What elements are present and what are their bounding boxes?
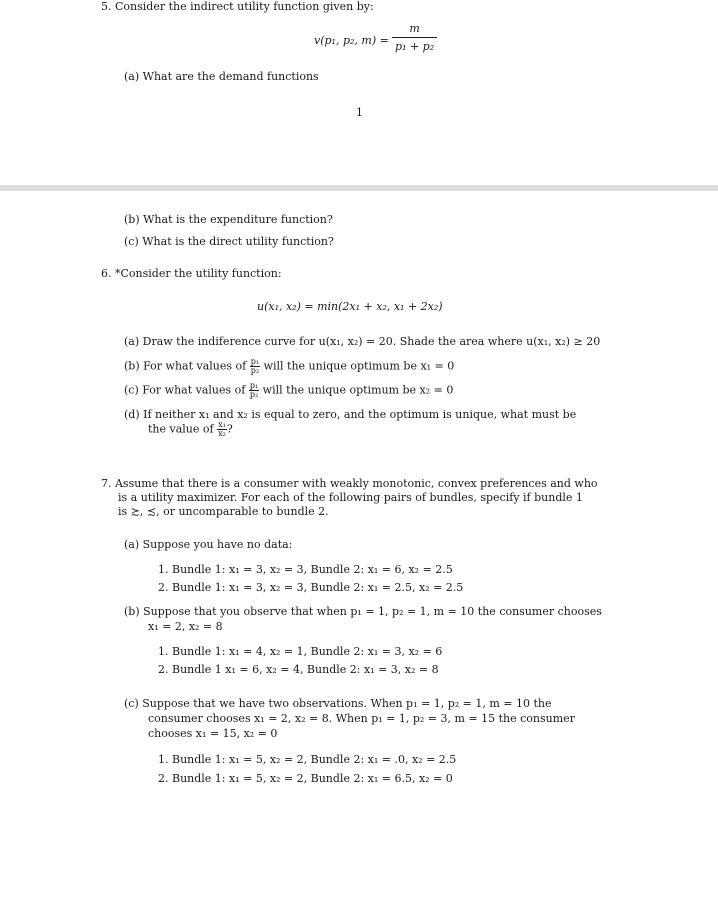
q6-equation: u(x₁, x₂) = min(2x₁ + x₂, x₁ + 2x₂) xyxy=(257,300,443,313)
price-ratio-fraction xyxy=(249,382,259,399)
q7c-line3: chooses x₁ = 15, x₂ = 0 xyxy=(148,727,278,740)
q6b-prefix: (b) For what values of xyxy=(124,359,247,373)
q6c-prefix: (c) For what values of xyxy=(124,383,246,397)
q7c-line1: (c) Suppose that we have two observations. When p₁ = 1, p₂ = 1, m = 10 the xyxy=(124,697,552,710)
q6c-suffix: will the unique optimum be x₂ = 0 xyxy=(262,383,454,397)
q5-intro: 5. Consider the indirect utility function given by: xyxy=(101,0,374,13)
q6a: (a) Draw the indiference curve for u(x₁, x₂) = 20. Shade the area where u(x₁, x₂) ≥ 20 xyxy=(124,335,601,348)
q7c-item2: 2. Bundle 1: x₁ = 5, x₂ = 2, Bundle 2: x₁ = 6.5, x₂ = 0 xyxy=(158,772,453,785)
q7b-item2: 2. Bundle 1 x₁ = 6, x₂ = 4, Bundle 2: x₁ = 3, x₂ = 8 xyxy=(158,663,439,676)
q6-intro: 6. *Consider the utility function: xyxy=(101,267,282,280)
q7c-item1: 1. Bundle 1: x₁ = 5, x₂ = 2, Bundle 2: x₁ = .0, x₂ = 2.5 xyxy=(158,753,457,766)
page-number: 1 xyxy=(356,106,363,119)
q7b-line2: x₁ = 2, x₂ = 8 xyxy=(148,620,223,633)
q6d-prefix: the value of xyxy=(148,422,214,436)
q6d-suffix: ? xyxy=(226,422,233,436)
q7-line3: is ≿, ≾, or uncomparable to bundle 2. xyxy=(118,505,329,518)
price-ratio-fraction xyxy=(250,358,260,375)
fraction-denominator: x₂ xyxy=(218,429,226,438)
fraction-denominator: p₂ xyxy=(249,390,259,399)
q5c: (c) What is the direct utility function? xyxy=(124,235,334,248)
q5a: (a) What are the demand functions xyxy=(124,70,319,83)
q7a: (a) Suppose you have no data: xyxy=(124,538,293,551)
fraction-numerator: p₁ xyxy=(250,357,260,366)
q5-equation-lhs: v(p₁, p₂, m) = xyxy=(314,34,389,47)
fraction-numerator: p₁ xyxy=(249,381,259,390)
q5b: (b) What is the expenditure function? xyxy=(124,213,333,226)
q6b xyxy=(124,358,454,375)
q7-line2: is a utility maximizer. For each of the following pairs of bundles, specify if bundle 1 xyxy=(118,491,583,504)
q6d-line1: (d) If neither x₁ and x₂ is equal to zero, and the optimum is unique, what must be xyxy=(124,408,577,421)
fraction-denominator: p₂ xyxy=(250,366,260,375)
quantity-ratio-fraction xyxy=(217,421,227,438)
q5-equation-fraction xyxy=(392,22,437,53)
q6b-suffix: will the unique optimum be x₁ = 0 xyxy=(263,359,455,373)
q7a-item2: 2. Bundle 1: x₁ = 3, x₂ = 3, Bundle 2: x₁ = 2.5, x₂ = 2.5 xyxy=(158,581,464,594)
q6c xyxy=(124,382,453,399)
q5-fraction-denominator: p₁ + p₂ xyxy=(395,40,435,53)
q7b-item1: 1. Bundle 1: x₁ = 4, x₂ = 1, Bundle 2: x₁ = 3, x₂ = 6 xyxy=(158,645,443,658)
q7b-line1: (b) Suppose that you observe that when p₁ = 1, p₂ = 1, m = 10 the consumer chooses xyxy=(124,605,602,618)
q7a-item1: 1. Bundle 1: x₁ = 3, x₂ = 3, Bundle 2: x₁ = 6, x₂ = 2.5 xyxy=(158,563,453,576)
q6d-line2 xyxy=(148,421,233,438)
q7c-line2: consumer chooses x₁ = 2, x₂ = 8. When p₁ = 1, p₂ = 3, m = 15 the consumer xyxy=(148,712,575,725)
q7-line1: 7. Assume that there is a consumer with weakly monotonic, convex preferences and who xyxy=(101,477,598,490)
page-separator xyxy=(0,185,718,191)
q5-fraction-numerator: m xyxy=(392,22,437,38)
fraction-numerator: x₁ xyxy=(218,420,226,429)
